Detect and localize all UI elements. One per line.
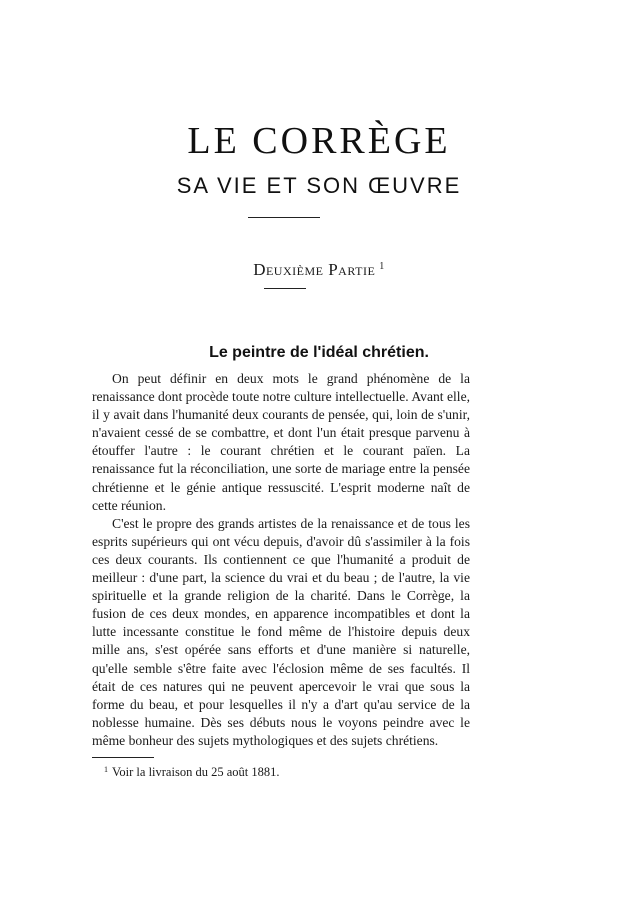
section-heading: Le peintre de l'idéal chrétien.: [209, 344, 429, 361]
footnote-divider: [92, 757, 154, 758]
paragraph-2: C'est le propre des grands artistes de la renaissance et de tous les esprits supérieurs qui ont vécu depuis, d'avoir dû s'assimiler à la fois ces deux courants. Ils contiennent ce que l'humanité a produit de meilleur : d'une part, la science du vrai et du beau ; de l'autre, la vie spirituelle et la grande religion de la charité. Dans le Corrège, la fusion de ces deux mondes, en apparence incompatibles et dont la lutte incessante constitue le fond même de l'histoire depuis deux mille ans, s'est opérée sans efforts et d'une manière si naturelle, qu'elle semble s'être faite avec l'éclosion même de ses facultés. Il était de ces natures qui ne peuvent apercevoir le vrai que sous la forme du beau, et pour lesquelles il n'y a d'art qu'au service de la noblesse humaine. Dès ses débuts nous le voyons peindre avec le même bonheur des sujets mythologiques et des sujets chrétiens.: [92, 515, 470, 748]
part-label: Deuxième Partie: [253, 260, 376, 279]
footnote: [104, 762, 279, 780]
title-divider: [248, 217, 320, 218]
part-divider: [264, 288, 306, 289]
body-text: [92, 370, 470, 750]
footnote-text: Voir la livraison du 25 août 1881.: [112, 765, 280, 779]
footnote-marker: 1: [104, 765, 108, 774]
part-note-marker: 1: [379, 261, 385, 272]
page-subtitle: SA VIE ET SON ŒUVRE: [176, 173, 462, 198]
page-title: LE CORRÈGE: [187, 120, 451, 162]
paragraph-1: On peut définir en deux mots le grand phénomène de la renaissance dont procède toute notre culture intellectuelle. Avant elle, il y avait dans l'humanité deux courants de pensée, qui, loin de s'unir, n'avaient cessé de se combattre, et dont l'un était presque parvenu à étouffer l'autre : le courant chrétien et le courant païen. La renaissance fut la réconciliation, une sorte de mariage entre la pensée chrétienne et le génie antique ressuscité. L'esprit moderne naît de cette réunion.: [92, 371, 470, 513]
part-heading: [0, 256, 638, 281]
